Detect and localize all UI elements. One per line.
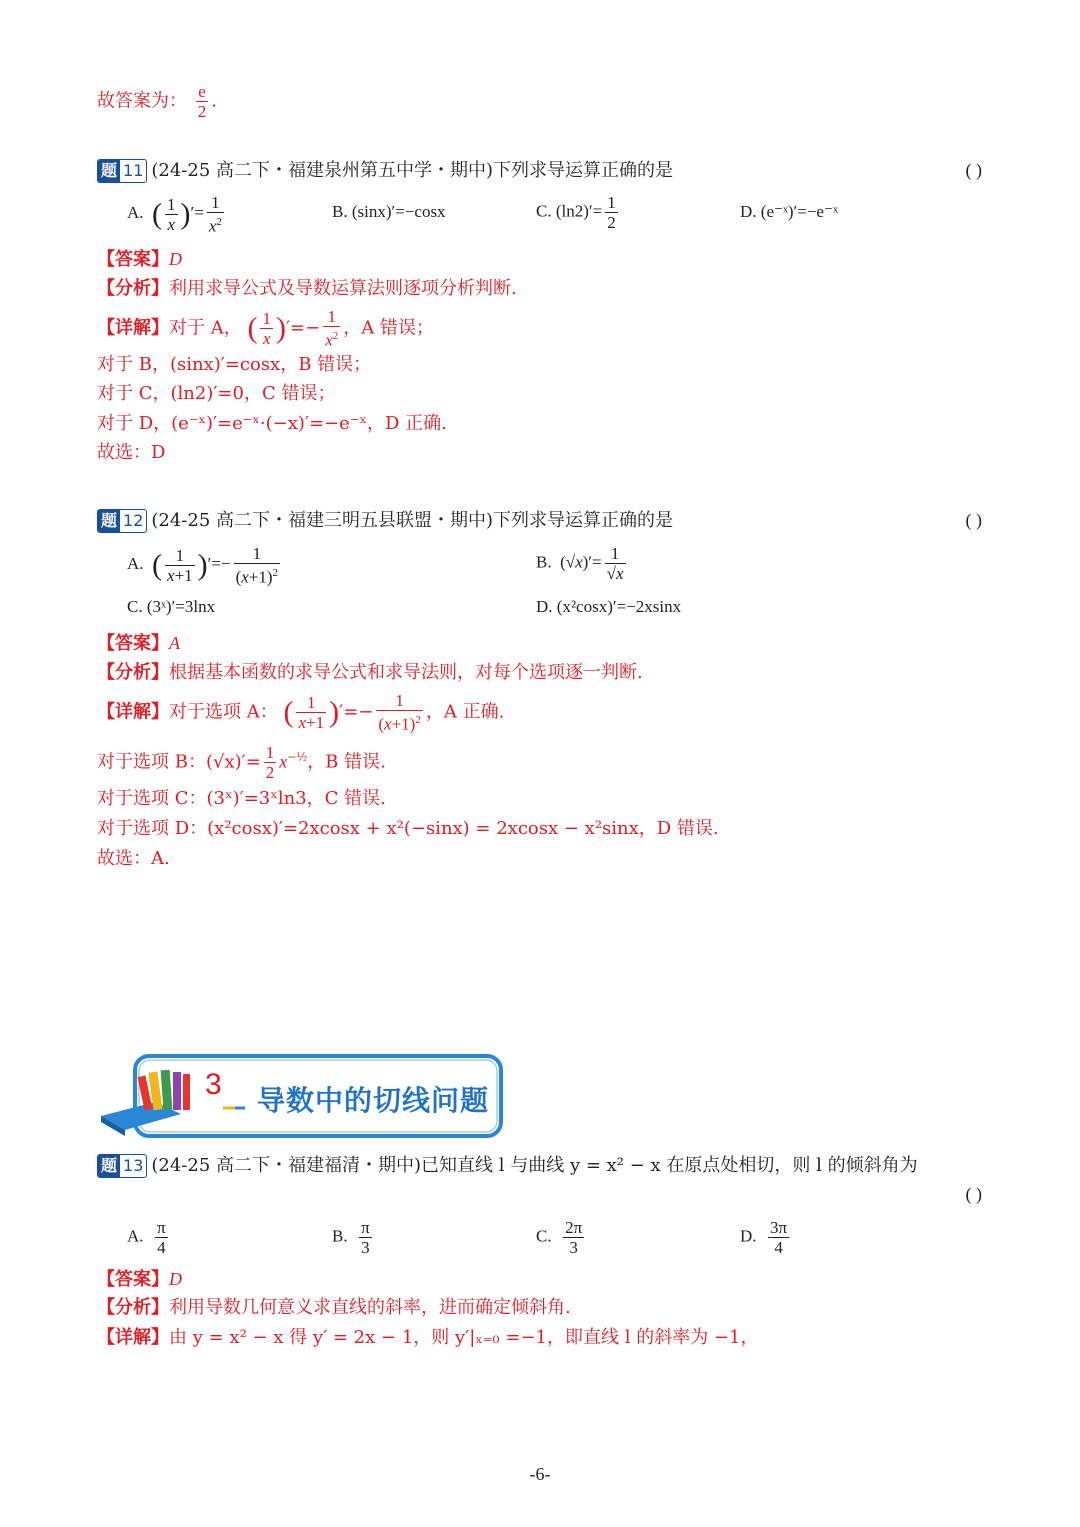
q12-answer: [97, 630, 180, 657]
q12-detail-3: 对于选项 C：(3ˣ)′=3ˣln3，C 错误.: [97, 788, 386, 809]
section-title: 导数中的切线问题: [257, 1084, 490, 1117]
q11-badge-no: 11: [123, 161, 144, 180]
prev-answer-suffix: .: [211, 90, 217, 112]
q11-option-a: A. ( $\frac{1}{x}$ )′= $\frac{1}{x^2}$: [127, 193, 222, 236]
page-number: -6-: [529, 1464, 551, 1484]
q12-header: [97, 508, 673, 534]
q13-stem: 已知直线 l 与曲线 y = x² − x 在原点处相切，则 l 的倾斜角为: [421, 1155, 918, 1176]
q13-opt-a-den: 4: [157, 1238, 166, 1257]
q13-analysis-text: 利用导数几何意义求直线的斜率，进而确定倾斜角.: [169, 1297, 571, 1318]
q12-answer-tag: 【答案】: [97, 633, 169, 654]
q12-option-b: B. (√x)′= $\frac{1}{√x}$: [536, 544, 624, 583]
q13-badge-label: 题: [98, 1155, 120, 1177]
q13-opt-c-frac: [563, 1218, 584, 1257]
q11-analysis: [97, 276, 517, 302]
q12-detail-rparen: ): [329, 695, 340, 729]
q11-answer-tag: 【答案】: [97, 249, 169, 270]
q12-source: (24-25 高二下・福建三明五县联盟・期中): [151, 510, 494, 531]
q13-opt-b-label: B.: [332, 1226, 348, 1246]
q12-analysis-tag: 【分析】: [97, 662, 169, 683]
q11-detail-rhs: $\frac{1}{x^2}$: [325, 307, 339, 350]
q13-option-a: [127, 1218, 171, 1257]
q13-option-d: [740, 1218, 792, 1257]
q12-detail-1: 【详解】对于选项 A： ( $\frac{1}{x+1}$ )′=− $\frac{1}{(x+1)^2}$ ，A 正确.: [97, 691, 505, 734]
q11-opt-c-frac: $\frac{1}{2}$: [607, 193, 616, 232]
q13-badge-no: 13: [123, 1156, 144, 1175]
q11-option-c: [536, 193, 621, 232]
q11-answer: [97, 246, 182, 273]
q13-opt-a-num: π: [157, 1218, 166, 1237]
q12-detail-2b: ，B 错误.: [307, 751, 386, 773]
q12-opt-a-label: A.: [127, 554, 144, 574]
q11-opt-a-rparen: ): [180, 197, 191, 231]
q11-detail-1: 【详解】对于 A， ( $\frac{1}{x}$ )′=− $\frac{1}{x^2}$ ，A 错误；: [97, 307, 435, 350]
q13-answer: [97, 1266, 182, 1293]
q11-opt-a-lparen: (: [152, 197, 163, 231]
q12-option-d: D. (x²cosx)′=−2xsinx: [536, 597, 682, 616]
q12-detail-4: 对于选项 D：(x²cosx)′=2xcosx + x²(−sinx) = 2xcosx − x²sinx，D 错误.: [97, 818, 719, 839]
section-number: 3: [205, 1068, 222, 1101]
q12-opt-a-rparen: ): [197, 548, 208, 582]
q12-detail-1b: ，A 正确.: [425, 701, 505, 723]
q13-opt-b-frac: [359, 1218, 372, 1257]
q12-conclusion: 故选：A.: [97, 848, 170, 869]
q13-opt-d-frac: [768, 1218, 789, 1257]
q11-detail-2: 对于 B，(sinx)′=cosx，B 错误；: [97, 354, 372, 375]
q12-opt-a-lparen: (: [152, 548, 163, 582]
q11-detail-rparen: ): [275, 311, 286, 345]
q12-detail-rhs: $\frac{1}{(x+1)^2}$: [378, 691, 421, 734]
q13-opt-d-den: 4: [774, 1238, 783, 1257]
q12-badge-label: 题: [98, 510, 120, 532]
q13-opt-d-num: 3π: [770, 1218, 788, 1237]
q13-opt-c-num: 2π: [565, 1218, 583, 1237]
q13-source: (24-25 高二下・福建福清・期中): [151, 1155, 422, 1176]
q11-conclusion: 故选：D: [97, 442, 166, 463]
q11-header: [97, 158, 673, 184]
q11-detail-3: 对于 C，(ln2)′=0，C 错误；: [97, 383, 336, 404]
q13-opt-b-den: 3: [361, 1238, 370, 1257]
q12-opt-b-label: B.: [536, 552, 552, 572]
q11-detail-frac: $\frac{1}{x}$: [262, 308, 271, 348]
q12-option-c: C. (3ˣ)′=3lnx: [127, 597, 216, 616]
q12-detail-2-frac: $\frac{1}{2}$: [265, 743, 275, 782]
q11-source: (24-25 高二下・福建泉州第五中学・期中): [151, 160, 494, 181]
q11-detail-4: 对于 D，(e⁻ˣ)′=e⁻ˣ·(−x)′=−e⁻ˣ，D 正确.: [97, 413, 447, 434]
q12-opt-b-frac: $\frac{1}{√x}$: [606, 544, 624, 583]
q11-answer-paren: ( ): [965, 160, 982, 180]
q13-option-c: [536, 1218, 587, 1257]
q13-opt-c-den: 3: [569, 1238, 578, 1257]
q11-stem: 下列求导运算正确的是: [493, 160, 674, 181]
prev-frac-den: 2: [197, 102, 207, 121]
q13-opt-a-frac: [155, 1218, 168, 1257]
q13-analysis-tag: 【分析】: [97, 1297, 169, 1318]
section-banner: [95, 1050, 507, 1142]
q13-detail-tag: 【详解】: [97, 1327, 169, 1348]
q13-detail-text: 由 y = x² − x 得 y′ = 2x − 1，则 y′|ₓ₌₀ =−1，即直线 l 的斜率为 −1，: [169, 1327, 759, 1348]
q13-detail: [97, 1325, 758, 1351]
q12-opt-a-rhs: $\frac{1}{(x+1)^2}$: [235, 544, 279, 587]
q12-opt-a-frac: $\frac{1}{x+1}$: [167, 545, 193, 585]
q11-detail-tag: 【详解】: [97, 317, 169, 339]
q13-answer-paren: ( ): [965, 1184, 982, 1204]
q12-badge-no: 12: [123, 511, 144, 530]
q13-opt-c-label: C.: [536, 1226, 552, 1246]
q13-opt-b-num: π: [361, 1218, 370, 1237]
q12-detail-2a: 对于选项 B：(√x)′=: [97, 751, 261, 773]
q11-detail-1b: ，A 错误；: [343, 317, 435, 339]
prev-answer-line: [97, 82, 217, 121]
q11-option-b: B. (sinx)′=−cosx: [332, 202, 446, 221]
prev-answer-prefix: 故答案为：: [97, 90, 187, 112]
q12-stem: 下列求导运算正确的是: [493, 510, 674, 531]
q11-opt-a-label: A.: [127, 203, 144, 223]
q12-detail-lparen: (: [283, 695, 294, 729]
q11-opt-c-label: C. (ln2)′=: [536, 201, 603, 221]
q11-badge: [97, 159, 147, 183]
q13-answer-value: D: [169, 1269, 182, 1289]
q11-detail-1a: 对于 A，: [169, 317, 242, 339]
prev-answer-fraction: [196, 82, 209, 121]
q13-opt-d-label: D.: [740, 1226, 757, 1246]
q12-answer-value: A: [169, 633, 180, 653]
q11-detail-lparen: (: [247, 311, 258, 345]
q12-option-a: A. ( $\frac{1}{x+1}$ )′=− $\frac{1}{(x+1)^2}$: [127, 544, 279, 587]
q13-opt-a-label: A.: [127, 1226, 144, 1246]
q13-analysis: [97, 1295, 571, 1321]
q11-analysis-text: 利用求导公式及导数运算法则逐项分析判断.: [169, 278, 517, 299]
q13-answer-tag: 【答案】: [97, 1269, 169, 1290]
q11-badge-label: 题: [98, 160, 120, 182]
q11-answer-value: D: [169, 249, 182, 269]
q11-opt-a-frac: $\frac{1}{x}$: [167, 194, 176, 234]
q12-analysis-text: 根据基本函数的求导公式和求导法则，对每个选项逐一判断.: [169, 662, 643, 683]
q13-header: [97, 1153, 918, 1179]
q12-badge: [97, 509, 147, 533]
q12-detail-tag: 【详解】: [97, 701, 169, 723]
q13-badge: [97, 1154, 147, 1178]
q11-option-d: D. (e⁻ˣ)′=−e⁻ˣ: [740, 202, 838, 221]
q12-answer-paren: ( ): [965, 510, 982, 530]
q12-analysis: [97, 660, 643, 686]
q13-option-b: [332, 1218, 375, 1257]
prev-frac-num: e: [196, 82, 209, 102]
q11-analysis-tag: 【分析】: [97, 278, 169, 299]
q12-detail-2: 对于选项 B：(√x)′= $\frac{1}{2}$ $x^{-\frac{1}{2}}$，B 错误.: [97, 743, 386, 782]
q11-opt-a-rhs: $\frac{1}{x^2}$: [208, 193, 222, 236]
q12-detail-1a: 对于选项 A：: [169, 701, 278, 723]
q12-detail-frac: $\frac{1}{x+1}$: [298, 692, 325, 732]
